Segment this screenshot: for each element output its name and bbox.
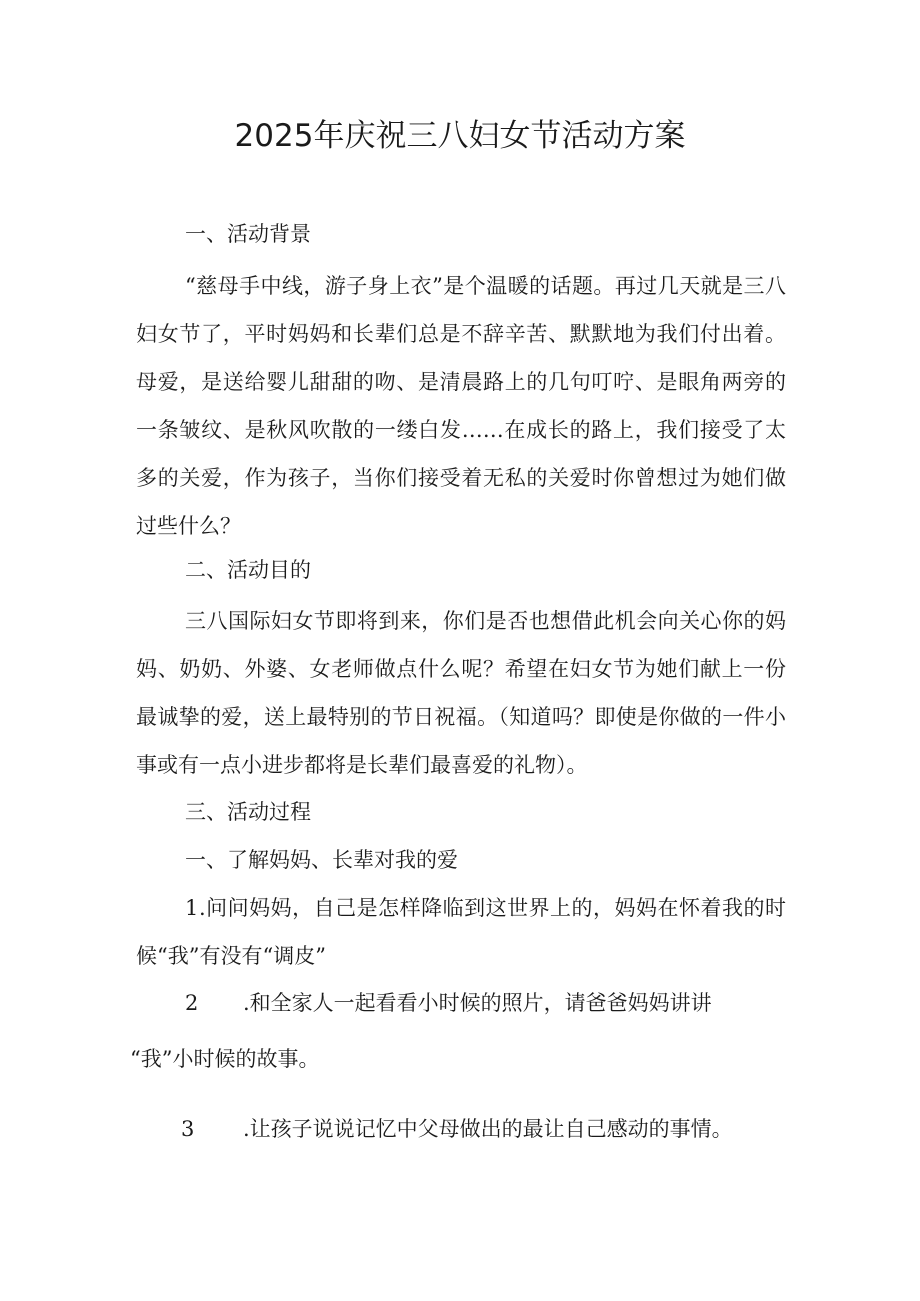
list-item-number-1: 1 [185,896,199,920]
list-item-text-3: .让孩子说说记忆中父母做出的最让自己感动的事情。 [243,1117,733,1141]
document-title: 2025年庆祝三八妇女节活动方案 [234,118,686,154]
background-paragraph: “慈母手中线，游子身上衣”是个温暖的话题。再过几天就是三八妇女节了，平时妈妈和长辈们总是不辞辛苦、默默地为我们付出着。母爱，是送给婴儿甜甜的吻、是清晨路上的几句叮咛、是眼角两旁的一条皱纹、是秋风吹散的一缕白发……在成长的路上，我们接受了太多的关爱，作为孩子，当你们接受着无私的关爱时你曾想过为她们做过些什么？ [136,274,786,538]
section-heading-background: 一、活动背景 [185,222,311,246]
list-item-continuation-2: “我”小时候的故事。 [130,1047,320,1071]
list-item-number-3: 3 [181,1117,195,1141]
list-item-text-2: .和全家人一起看看小时候的照片，请爸爸妈妈讲讲 [243,991,712,1015]
process-subheading: 一、了解妈妈、长辈对我的爱 [185,848,458,872]
section-heading-process: 三、活动过程 [185,800,311,824]
purpose-paragraph: 三八国际妇女节即将到来，你们是否也想借此机会向关心你的妈妈、奶奶、外婆、女老师做点什么呢？希望在妇女节为她们献上一份最诚挚的爱，送上最特别的节日祝福。（知道吗？即使是你做的一件小事或有一点小进步都将是长辈们最喜爱的礼物）。 [136,609,786,777]
list-item-text-1: .问问妈妈，自己是怎样降临到这世界上的，妈妈在怀着我的时候“我”有没有“调皮” [136,896,786,968]
list-item-number-2: 2 [185,991,199,1015]
section-heading-purpose: 二、活动目的 [185,558,311,582]
